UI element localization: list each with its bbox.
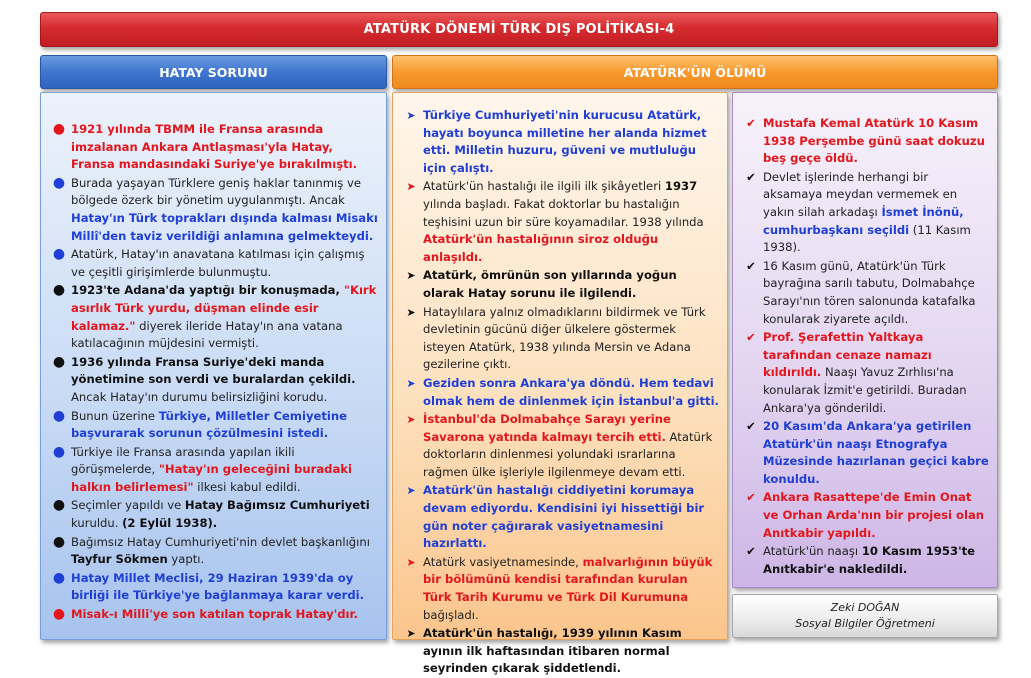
arrow-bullet-icon: ➤ bbox=[406, 269, 416, 283]
list-item bbox=[401, 554, 719, 624]
list-item bbox=[741, 115, 989, 168]
list-item bbox=[49, 444, 378, 497]
list-item bbox=[401, 375, 719, 410]
hatay-header: HATAY SORUNU bbox=[40, 55, 387, 89]
list-item bbox=[49, 534, 378, 569]
item-text: Bunun üzerine bbox=[71, 408, 159, 423]
item-text: ilkesi kabul edildi. bbox=[193, 479, 301, 494]
item-text: Türkiye Cumhuriyeti'nin kurucusu Atatürk, hayatı boyunca milletine her alanda hizmet etti. Milletin huzuru, güveni ve mutluluğu için çalıştı. bbox=[423, 108, 707, 175]
item-text: 20 Kasım'da Ankara'ya getirilen Atatürk'ün naaşı Etnografya Müzesinde hazırlanan geçici kabre konuldu. bbox=[763, 419, 989, 486]
list-item bbox=[741, 489, 989, 542]
bullet-dot-icon: ● bbox=[52, 282, 66, 299]
list-item bbox=[49, 175, 378, 245]
list-item bbox=[741, 258, 989, 328]
item-text: Tayfur Sökmen bbox=[71, 552, 168, 567]
item-text: Atatürk doktorların dinlenmesi yolundaki ısrarlarına rağmen ülke işleriyle ilgilenmeye devam etti. bbox=[423, 429, 713, 479]
item-text: Hatay Millet Meclisi, 29 Haziran 1939'da oy birliği ile Türkiye'ye bağlanmaya karar verdi. bbox=[71, 570, 365, 603]
list-item bbox=[401, 482, 719, 552]
bullet-dot-icon: ● bbox=[52, 497, 66, 514]
arrow-bullet-icon: ➤ bbox=[406, 376, 416, 390]
list-item bbox=[401, 411, 719, 481]
item-text: Atatürk'ün hastalığının siroz olduğu anlaşıldı. bbox=[423, 232, 659, 264]
arrow-bullet-icon: ➤ bbox=[406, 484, 416, 498]
bullet-dot-icon: ● bbox=[52, 174, 66, 191]
bullet-dot-icon: ● bbox=[52, 407, 66, 424]
olum-panel bbox=[392, 92, 728, 676]
list-item bbox=[401, 304, 719, 374]
item-text: diyerek ileride Hatay'ın ana vatana katılacağının müjdesini vermişti. bbox=[71, 318, 343, 351]
item-text: Prof. Şerafettin Yaltkaya tarafından cenaze namazı kıldırıldı. bbox=[763, 330, 932, 380]
check-bullet-icon: ✔ bbox=[746, 490, 756, 505]
item-text: Devlet işlerinde herhangi bir aksamaya meydan vermemek en yakın silah arkadaşı bbox=[763, 169, 958, 219]
list-item bbox=[49, 121, 378, 174]
item-text: (11 Kasım 1938). bbox=[763, 222, 971, 255]
list-item bbox=[741, 169, 989, 257]
item-text: 10 Kasım 1953'te Anıtkabir'e nakledildi. bbox=[763, 544, 976, 576]
list-item bbox=[49, 497, 378, 532]
item-text: 16 Kasım günü, Atatürk'ün Türk bayrağına sarılı tabutu, Dolmabahçe Sarayı'nın tören salonunda katafalka konularak ziyarete açıldı. bbox=[763, 258, 976, 326]
item-text: Atatürk vasiyetnamesinde, bbox=[423, 554, 583, 569]
item-text: Hatay'ın Türk toprakları dışında kalması Misakı Millî'den taviz verildiği anlamına gelmekteydi. bbox=[71, 210, 378, 243]
list-item bbox=[49, 282, 378, 352]
item-text: İsmet İnönü, cumhurbaşkanı seçildi bbox=[763, 204, 964, 237]
bullet-dot-icon: ● bbox=[52, 606, 66, 623]
arrow-bullet-icon: ➤ bbox=[406, 413, 416, 427]
item-text: Mustafa Kemal Atatürk 10 Kasım 1938 Perşembe günü saat dokuzu beş geçe öldü. bbox=[763, 116, 985, 166]
ataturk-olumu-header: ATATÜRK'ÜN ÖLÜMÜ bbox=[392, 55, 998, 89]
check-bullet-icon: ✔ bbox=[746, 116, 756, 130]
item-text: Ancak Hatay'ın durumu belirsizliğini korudu. bbox=[71, 389, 328, 404]
author-name: Zeki DOĞAN bbox=[830, 601, 900, 614]
item-text: Misak-ı Milli'ye son katılan toprak Hatay'dır. bbox=[71, 607, 358, 622]
item-text: Hataylılara yalnız olmadıklarını bildirmek ve Türk devletinin gücünü diğer ülkelere göstermek isteyen Atatürk, 1938 yılında Mersin ve Adana gezilerine çıktı. bbox=[423, 304, 706, 372]
item-text: 1923'te Adana'da yaptığı bir konuşmada, bbox=[71, 283, 344, 298]
bullet-dot-icon: ● bbox=[52, 443, 66, 460]
item-text: 1937 bbox=[664, 179, 698, 194]
bullet-dot-icon: ● bbox=[52, 533, 66, 550]
item-text: yaptı. bbox=[167, 552, 205, 567]
bullet-dot-icon: ● bbox=[52, 246, 66, 263]
item-text: Atatürk'ün naaşı bbox=[763, 544, 862, 559]
check-bullet-icon: ✔ bbox=[746, 330, 756, 345]
check-bullet-icon: ✔ bbox=[746, 169, 756, 184]
arrow-bullet-icon: ➤ bbox=[406, 180, 416, 194]
item-text: (2 Eylül 1938). bbox=[122, 516, 218, 531]
item-text: "Hatay'ın geleceğini buradaki halkın belirlemesi" bbox=[71, 462, 352, 494]
author-role: Sosyal Bilgiler Öğretmeni bbox=[795, 617, 935, 630]
arrow-bullet-icon: ➤ bbox=[406, 305, 416, 319]
list-item bbox=[49, 570, 378, 605]
olum-list bbox=[401, 107, 719, 678]
arrow-bullet-icon: ➤ bbox=[406, 627, 416, 641]
item-text: Atatürk, ömrünün son yıllarında yoğun olarak Hatay sorunu ile ilgilendi. bbox=[423, 268, 677, 300]
list-item bbox=[49, 354, 378, 407]
hatay-panel bbox=[40, 92, 387, 640]
list-item bbox=[401, 267, 719, 302]
item-text: yılında başladı. Fakat doktorlar bu hastalığın teşhisini uzun bir süre koyamadılar. 1938 yılında bbox=[423, 196, 704, 229]
signature-box bbox=[732, 594, 998, 638]
list-item bbox=[741, 418, 989, 488]
hatay-list bbox=[49, 121, 378, 624]
item-text: "Kırk asırlık Türk yurdu, düşman elinde esir kalamaz." bbox=[71, 283, 377, 333]
item-text: Burada yaşayan Türklere geniş haklar tanınmış ve bölgede özerk bir yönetim uygulanmıştı. Ancak bbox=[71, 175, 361, 208]
item-text: Ankara Rasattepe'de Emin Onat ve Orhan Arda'nın bir projesi olan Anıtkabir yapıldı. bbox=[763, 490, 985, 540]
list-item bbox=[401, 625, 719, 678]
item-text: Seçimler yapıldı ve bbox=[71, 498, 185, 513]
item-text: Atatürk'ün hastalığı ile ilgili ilk şikâyetleri bbox=[423, 179, 665, 194]
check-bullet-icon: ✔ bbox=[746, 258, 756, 273]
item-text: Bağımsız Hatay Cumhuriyeti'nin devlet başkanlığını bbox=[71, 534, 370, 549]
page-title: ATATÜRK DÖNEMİ TÜRK DIŞ POLİTİKASI-4 bbox=[40, 12, 998, 47]
item-text: Naaşı Yavuz Zırhlısı'na konularak İzmit'e getirildi. Buradan Ankara'ya gönderildi. bbox=[763, 365, 967, 415]
list-item bbox=[49, 246, 378, 281]
item-text: Türkiye ile Fransa arasında yapılan ikili görüşmelerde, bbox=[71, 444, 295, 477]
list-item bbox=[401, 178, 719, 266]
check-bullet-icon: ✔ bbox=[746, 419, 756, 434]
olum2-panel bbox=[732, 92, 998, 588]
item-text: Atatürk, Hatay'ın anavatana katılması için çalışmış ve çeşitli girişimlerde bulunmuştu. bbox=[71, 247, 365, 279]
check-bullet-icon: ✔ bbox=[746, 544, 756, 559]
item-text: malvarlığının büyük bir bölümünü kendisi tarafından kurulan Türk Tarih Kurumu ve Türk Dil Kurumuna bbox=[423, 554, 713, 605]
list-item bbox=[741, 329, 989, 417]
item-text: Hatay Bağımsız Cumhuriyeti bbox=[184, 498, 370, 513]
item-text: Atatürk'ün hastalığı ciddiyetini korumaya devam ediyordu. Kendisini iyi hissettiği bir gün noter çağırarak vasiyetnamesini hazırlattı. bbox=[423, 483, 705, 551]
item-text: 1921 yılında TBMM ile Fransa arasında imzalanan Ankara Antlaşması'yla Hatay, Fransa mandasındaki Suriye'ye bırakılmıştı. bbox=[71, 122, 358, 172]
item-text: kuruldu. bbox=[71, 516, 123, 531]
bullet-dot-icon: ● bbox=[52, 353, 66, 370]
item-text: Türkiye, Milletler Cemiyetine başvurarak sorunun çözülmesini istedi. bbox=[71, 408, 348, 441]
list-item bbox=[49, 408, 378, 443]
arrow-bullet-icon: ➤ bbox=[406, 555, 416, 569]
item-text: Geziden sonra Ankara'ya döndü. Hem tedavi olmak hem de dinlenmek için İstanbul'a gitti. bbox=[423, 375, 719, 408]
list-item bbox=[49, 606, 378, 624]
item-text: Atatürk'ün hastalığı, 1939 yılının Kasım ayının ilk haftasından itibaren normal seyrinden çıkarak şiddetlendi. bbox=[423, 626, 682, 676]
item-text: İstanbul'da Dolmabahçe Sarayı yerine Savarona yatında kalmayı tercih etti. bbox=[423, 412, 671, 444]
bullet-dot-icon: ● bbox=[52, 569, 66, 586]
bullet-dot-icon: ● bbox=[52, 121, 66, 137]
list-item bbox=[401, 107, 719, 177]
arrow-bullet-icon: ➤ bbox=[406, 109, 416, 122]
list-item bbox=[741, 543, 989, 578]
item-text: bağışladı. bbox=[423, 607, 479, 622]
olum2-list bbox=[741, 115, 989, 578]
item-text: 1936 yılında Fransa Suriye'deki manda yönetimine son verdi ve buralardan çekildi. bbox=[71, 354, 356, 387]
